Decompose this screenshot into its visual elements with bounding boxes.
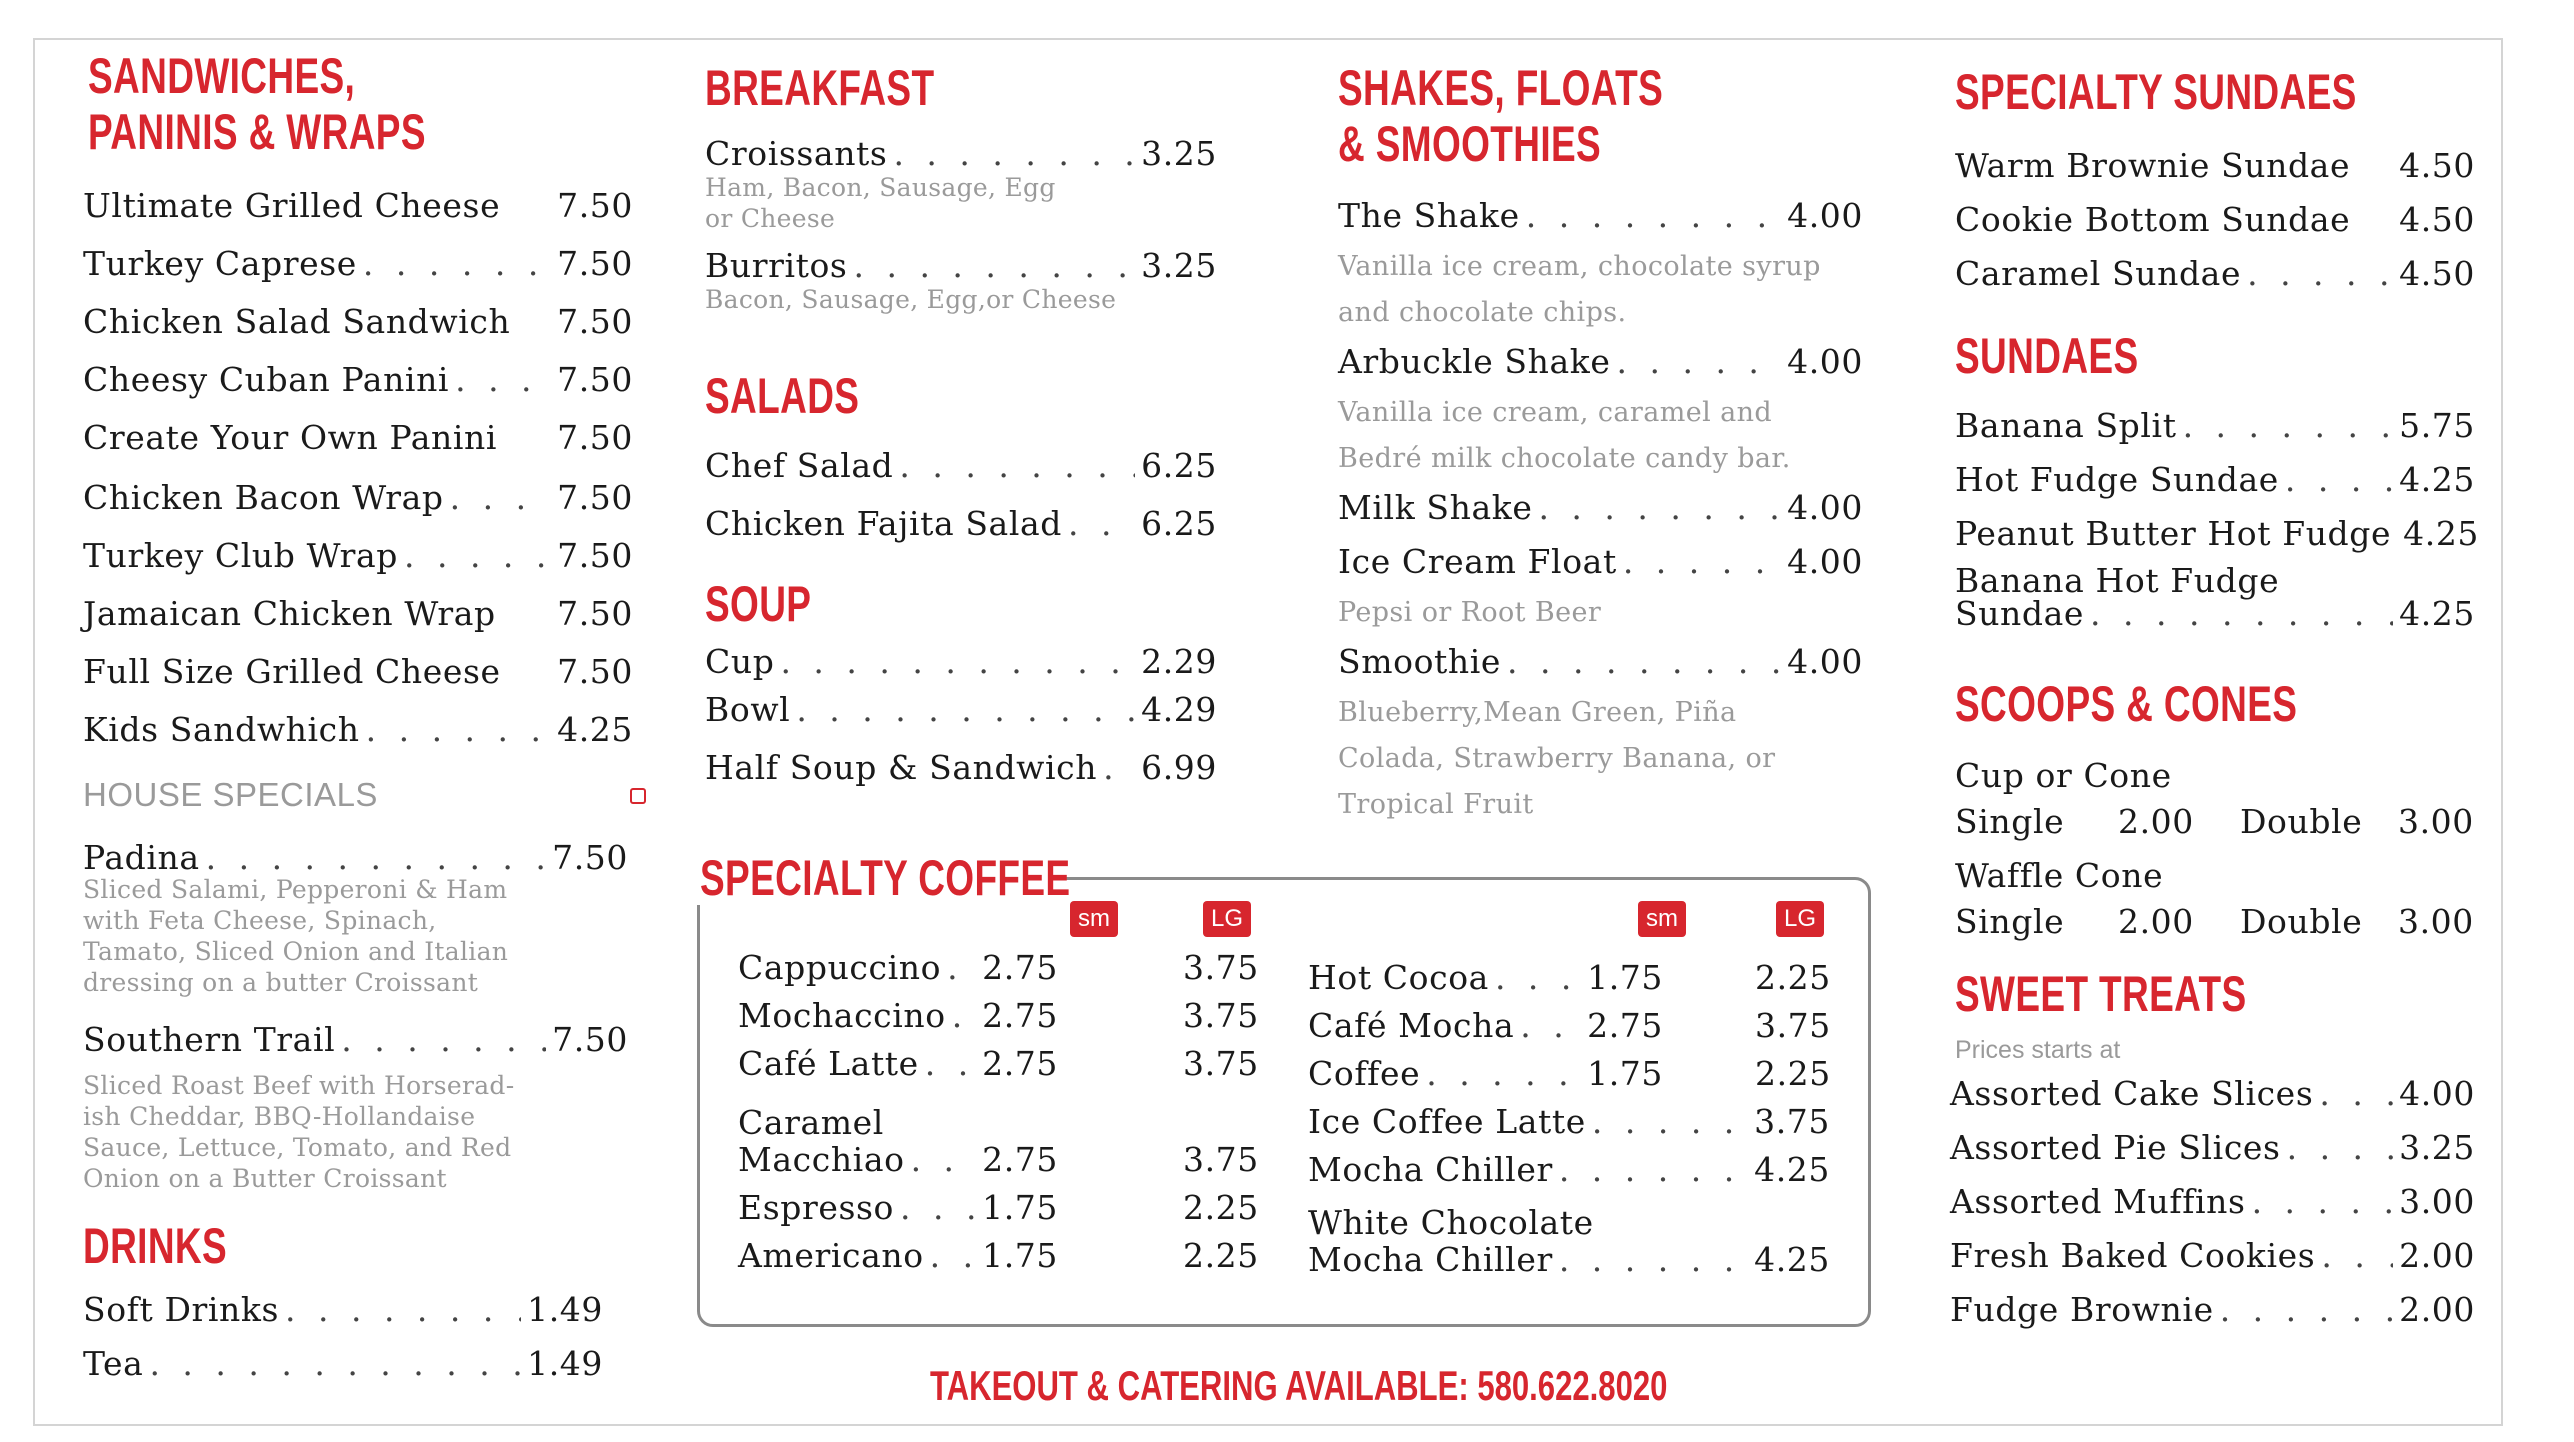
salads-heading: SALADS — [705, 368, 860, 424]
item-description: or Cheese — [705, 204, 836, 233]
coffee-item: Hot Cocoa . . . 1.75 — [1308, 958, 1663, 997]
menu-item: Warm Brownie Sundae 4.50 — [1955, 146, 2475, 185]
menu-item: Chicken Fajita Salad . . . 6.25 — [705, 504, 1217, 543]
breakfast-heading: BREAKFAST — [705, 60, 935, 116]
menu-item: Caramel Sundae . . . 4.50 — [1955, 254, 2475, 293]
house-specials-label: HOUSE SPECIALS — [83, 776, 378, 813]
menu-item: Turkey Caprese . . . 7.50 — [83, 244, 633, 283]
menu-item: Burritos . . . 3.25 — [705, 246, 1217, 285]
menu-item: Banana Split . . . 5.75 — [1955, 406, 2475, 445]
item-description: Bedré milk chocolate candy bar. — [1338, 443, 1791, 474]
item-description: Vanilla ice cream, caramel and — [1338, 397, 1773, 428]
menu-item: Fudge Brownie . . . 2.00 — [1950, 1290, 2475, 1329]
menu-item: Chicken Bacon Wrap . . . 7.50 — [83, 478, 633, 517]
single-label: Single — [1955, 902, 2065, 941]
coffee-lg-price: 2.25 — [1755, 1054, 1831, 1093]
item-description: Sliced Salami, Pepperoni & Ham — [83, 875, 508, 904]
item-description: Tropical Fruit — [1338, 789, 1534, 820]
menu-item: Peanut Butter Hot Fudge 4.25 — [1955, 514, 2480, 553]
item-description: Sauce, Lettuce, Tomato, and Red — [83, 1133, 512, 1162]
shakes-heading-line1: SHAKES, FLOATS — [1338, 60, 1664, 116]
single-label: Single — [1955, 802, 2065, 841]
coffee-lg-price: 3.75 — [1183, 948, 1259, 987]
drinks-heading: DRINKS — [83, 1218, 228, 1274]
menu-item: Assorted Muffins . . . 3.00 — [1950, 1182, 2475, 1221]
item-description: Pepsi or Root Beer — [1338, 597, 1602, 628]
prices-note: Prices starts at — [1955, 1036, 2121, 1064]
single-price: 2.00 — [2118, 802, 2194, 841]
menu-item: Chef Salad . . . 6.25 — [705, 446, 1217, 485]
double-price: 3.00 — [2398, 902, 2474, 941]
coffee-item: Americano . . . 1.75 — [738, 1236, 1058, 1275]
sweet-treats-heading: SWEET TREATS — [1955, 966, 2247, 1022]
takeout-catering-footer: TAKEOUT & CATERING AVAILABLE: 580.622.8020 — [930, 1362, 1668, 1409]
item-description: with Feta Cheese, Spinach, — [83, 906, 437, 935]
item-description: Blueberry,Mean Green, Piña — [1338, 697, 1737, 728]
specialty-coffee-heading: SPECIALTY COFFEE — [700, 850, 1071, 906]
coffee-lg-price: 3.75 — [1183, 1044, 1259, 1083]
item-description: Ham, Bacon, Sausage, Egg — [705, 173, 1056, 202]
menu-item: Southern Trail . . . 7.50 — [83, 1020, 628, 1059]
menu-item: Bowl . . . 4.29 — [705, 690, 1217, 729]
size-lg-badge: LG — [1776, 901, 1824, 937]
item-description: and chocolate chips. — [1338, 297, 1627, 328]
double-label: Double — [2240, 802, 2363, 841]
coffee-lg-price: 2.25 — [1183, 1188, 1259, 1227]
item-description: Vanilla ice cream, chocolate syrup — [1338, 251, 1821, 282]
menu-item: Sundae . . . 4.25 — [1955, 594, 2475, 633]
sandwiches-heading-line1: SANDWICHES, — [88, 48, 356, 104]
soup-heading: SOUP — [705, 576, 812, 632]
menu-item: Cookie Bottom Sundae 4.50 — [1955, 200, 2475, 239]
menu-item: Create Your Own Panini 7.50 — [83, 418, 633, 457]
menu-item: Croissants . . . 3.25 — [705, 134, 1217, 173]
menu-item: Kids Sandwhich . . . 4.25 — [83, 710, 633, 749]
size-sm-badge: sm — [1070, 901, 1118, 937]
item-description: dressing on a butter Croissant — [83, 968, 479, 997]
item-description: Colada, Strawberry Banana, or — [1338, 743, 1776, 774]
coffee-item: Coffee . . . 1.75 — [1308, 1054, 1663, 1093]
coffee-item: Café Mocha . . . 2.75 — [1308, 1006, 1663, 1045]
menu-item: Milk Shake . . . 4.00 — [1338, 488, 1863, 527]
coffee-lg-price: 3.75 — [1755, 1006, 1831, 1045]
menu-item-name: Banana Hot Fudge — [1955, 561, 2280, 600]
item-description: Sliced Roast Beef with Horserad- — [83, 1071, 515, 1100]
menu-item: Fresh Baked Cookies . . . 2.00 — [1950, 1236, 2475, 1275]
sundaes-heading: SUNDAES — [1955, 328, 2139, 384]
single-price: 2.00 — [2118, 902, 2194, 941]
menu-item: Smoothie . . . 4.00 — [1338, 642, 1863, 681]
specialty-sundaes-heading: SPECIALTY SUNDAES — [1955, 64, 2357, 120]
menu-item: Full Size Grilled Cheese 7.50 — [83, 652, 633, 691]
size-sm-badge: sm — [1638, 901, 1686, 937]
sandwiches-heading-line2: PANINIS & WRAPS — [88, 104, 426, 160]
coffee-item: Cappuccino . . . 2.75 — [738, 948, 1058, 987]
coffee-item: Mocha Chiller . . . 4.25 — [1308, 1150, 1830, 1189]
menu-item: Hot Fudge Sundae . . . 4.25 — [1955, 460, 2475, 499]
menu-item: Ultimate Grilled Cheese 7.50 — [83, 186, 633, 225]
double-price: 3.00 — [2398, 802, 2474, 841]
coffee-item: Espresso . . . 1.75 — [738, 1188, 1058, 1227]
coffee-lg-price: 2.25 — [1755, 958, 1831, 997]
menu-item: Chicken Salad Sandwich 7.50 — [83, 302, 633, 341]
menu-item: Padina . . . 7.50 — [83, 838, 628, 877]
shakes-heading-line2: & SMOOTHIES — [1338, 116, 1602, 172]
menu-item: Jamaican Chicken Wrap 7.50 — [83, 594, 633, 633]
menu-item: Cheesy Cuban Panini . . . 7.50 — [83, 360, 633, 399]
expand-icon[interactable] — [630, 788, 646, 804]
menu-item: The Shake . . . 4.00 — [1338, 196, 1863, 235]
coffee-item-name: Caramel — [738, 1103, 884, 1142]
scoop-group-title: Cup or Cone — [1955, 756, 2172, 795]
coffee-lg-price: 2.25 — [1183, 1236, 1259, 1275]
menu-item: Ice Cream Float . . . 4.00 — [1338, 542, 1863, 581]
scoop-group-title: Waffle Cone — [1955, 856, 2164, 895]
coffee-item-name: White Chocolate — [1308, 1203, 1594, 1242]
coffee-item: Mocha Chiller . . . 4.25 — [1308, 1240, 1830, 1279]
menu-item: Assorted Pie Slices . . . 3.25 — [1950, 1128, 2475, 1167]
menu-item: Cup . . . 2.29 — [705, 642, 1217, 681]
coffee-item: Ice Coffee Latte . . . 3.75 — [1308, 1102, 1830, 1141]
item-description: ish Cheddar, BBQ-Hollandaise — [83, 1102, 476, 1131]
coffee-lg-price: 3.75 — [1183, 996, 1259, 1035]
item-description: Tamato, Sliced Onion and Italian — [83, 937, 509, 966]
scoops-cones-heading: SCOOPS & CONES — [1955, 676, 2298, 732]
menu-item: Tea . . . 1.49 — [83, 1344, 603, 1383]
menu-item: Soft Drinks . . . 1.49 — [83, 1290, 603, 1329]
double-label: Double — [2240, 902, 2363, 941]
coffee-item: Café Latte . . . 2.75 — [738, 1044, 1058, 1083]
coffee-lg-price: 3.75 — [1183, 1140, 1259, 1179]
menu-item: Half Soup & Sandwich . . . 6.99 — [705, 748, 1217, 787]
size-lg-badge: LG — [1203, 901, 1251, 937]
menu-item: Assorted Cake Slices . . . 4.00 — [1950, 1074, 2475, 1113]
coffee-item: Mochaccino . . . 2.75 — [738, 996, 1058, 1035]
item-description: Bacon, Sausage, Egg,or Cheese — [705, 285, 1117, 314]
menu-item: Turkey Club Wrap . . . 7.50 — [83, 536, 633, 575]
coffee-item: Macchiao . . . 2.75 — [738, 1140, 1058, 1179]
item-description: Onion on a Butter Croissant — [83, 1164, 447, 1193]
menu-item: Arbuckle Shake . . . 4.00 — [1338, 342, 1863, 381]
